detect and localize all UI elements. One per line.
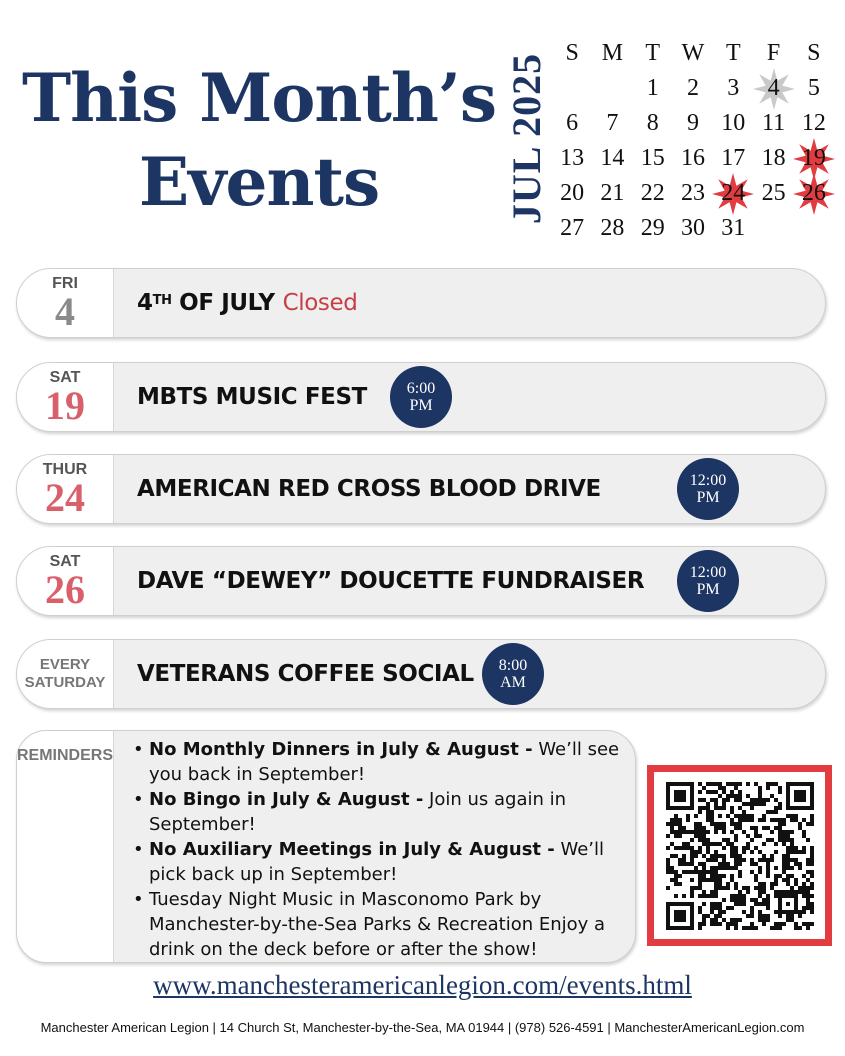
event-time-badge: 8:00 AM: [482, 643, 544, 705]
calendar-day: 11: [762, 110, 786, 136]
event-time-badge: 12:00 PM: [677, 458, 739, 520]
calendar-day: 24: [713, 176, 753, 211]
page-title: [18, 56, 500, 224]
event-title: AMERICAN RED CROSS BLOOD DRIVE: [137, 476, 601, 502]
reminders-tab: [17, 731, 114, 962]
calendar-empty: [794, 211, 834, 246]
footer-contact: Manchester American Legion | 14 Church St, Manchester-by-the-Sea, MA 01944 | (978) 526-4591 | ManchesterAmericanLegion.com: [40, 1020, 805, 1035]
event-time-badge: 12:00 PM: [677, 550, 739, 612]
calendar-grid: [552, 36, 834, 246]
calendar-day: 30: [680, 215, 705, 241]
event-day-number: 19: [45, 383, 85, 428]
calendar-day: 14: [600, 145, 625, 171]
event-day-name: FRI: [52, 275, 78, 292]
event-date-tab: [17, 640, 114, 708]
reminder-item: • No Monthly Dinners in July & August - We’ll see you back in September!: [133, 737, 623, 787]
event-row-blood-drive[interactable]: [16, 454, 826, 524]
calendar-day: 7: [606, 110, 619, 136]
calendar-day: 10: [721, 110, 746, 136]
calendar-day: 5: [807, 75, 820, 101]
reminder-item: • Tuesday Night Music in Masconomo Park by Manchester-by-the-Sea Parks & Recreation Enjoy a drink on the deck before or after the show!: [133, 887, 623, 962]
calendar-day: 21: [600, 180, 625, 206]
calendar-day: 12: [801, 110, 826, 136]
event-every-line2: SATURDAY: [24, 674, 106, 691]
event-day-number: 26: [45, 567, 85, 612]
calendar-day: 19: [794, 141, 834, 176]
event-day-name: THUR: [42, 461, 88, 478]
reminders-panel: [16, 730, 636, 963]
events-url-link[interactable]: www.manchesteramericanlegion.com/events.html: [153, 970, 692, 1000]
calendar-empty: [592, 71, 632, 106]
page-title-line2: Events: [138, 143, 380, 221]
reminder-item: • No Bingo in July & August - Join us again in September!: [133, 787, 623, 837]
event-date-tab: [17, 547, 114, 615]
reminder-item: • No Auxiliary Meetings in July & August - We’ll pick back up in September!: [133, 837, 623, 887]
reminders-list: [133, 737, 623, 962]
qr-code-icon: [664, 782, 816, 930]
calendar-day: 8: [646, 110, 659, 136]
calendar-empty: [753, 211, 793, 246]
event-date-tab: [17, 269, 114, 337]
event-row-4th-of-july[interactable]: [16, 268, 826, 338]
event-day-name: SAT: [49, 553, 81, 570]
calendar-weekday: T: [725, 40, 741, 66]
calendar-day: 13: [560, 145, 585, 171]
calendar-weekday: S: [565, 40, 579, 66]
reminders-label: REMINDERS: [17, 747, 114, 764]
calendar-day: 22: [640, 180, 665, 206]
calendar-weekday: M: [601, 40, 624, 66]
event-day-name: SAT: [49, 369, 81, 386]
event-title: MBTS MUSIC FEST: [137, 384, 367, 410]
calendar-day: 9: [686, 110, 699, 136]
event-every-line1: EVERY: [39, 656, 91, 673]
event-row-mbts-music-fest[interactable]: [16, 362, 826, 432]
page-title-line1: This Month’s: [22, 59, 496, 137]
qr-code-frame[interactable]: [647, 765, 832, 946]
closed-label: Closed: [282, 290, 358, 316]
calendar-day: 15: [640, 145, 665, 171]
calendar-empty: [552, 71, 592, 106]
calendar-weekday: F: [766, 40, 781, 66]
calendar-day: 2: [686, 75, 699, 101]
calendar-day: 16: [680, 145, 705, 171]
calendar-day: 26: [794, 176, 834, 211]
calendar-day: 25: [761, 180, 786, 206]
event-day-number: 24: [45, 475, 85, 520]
calendar-day: 29: [640, 215, 665, 241]
calendar-month-label: JUL 2025: [504, 52, 550, 224]
event-row-doucette-fundraiser[interactable]: [16, 546, 826, 616]
calendar-day: 17: [721, 145, 746, 171]
calendar-day: 4: [753, 71, 793, 106]
calendar-day: 20: [560, 180, 585, 206]
calendar-weekday: S: [807, 40, 821, 66]
calendar-day: 6: [566, 110, 579, 136]
event-date-tab: [17, 455, 114, 523]
calendar-weekday: W: [681, 40, 705, 66]
event-date-tab: [17, 363, 114, 431]
calendar-weekday: T: [645, 40, 661, 66]
event-title: DAVE “DEWEY” DOUCETTE FUNDRAISER: [137, 568, 645, 594]
event-row-veterans-coffee-social[interactable]: [16, 639, 826, 709]
event-day-number: 4: [55, 289, 75, 334]
event-title: 4 $^{TH}$ OF JULY Closed: [137, 290, 358, 316]
calendar-day: 3: [727, 75, 740, 101]
calendar-day: 31: [721, 215, 746, 241]
event-time-badge: 6:00 PM: [390, 366, 452, 428]
calendar-day: 18: [761, 145, 786, 171]
calendar-day: 28: [600, 215, 625, 241]
calendar-day: 27: [560, 215, 585, 241]
calendar-day: 1: [646, 75, 659, 101]
event-title: VETERANS COFFEE SOCIAL: [137, 661, 474, 687]
calendar-day: 23: [680, 180, 705, 206]
